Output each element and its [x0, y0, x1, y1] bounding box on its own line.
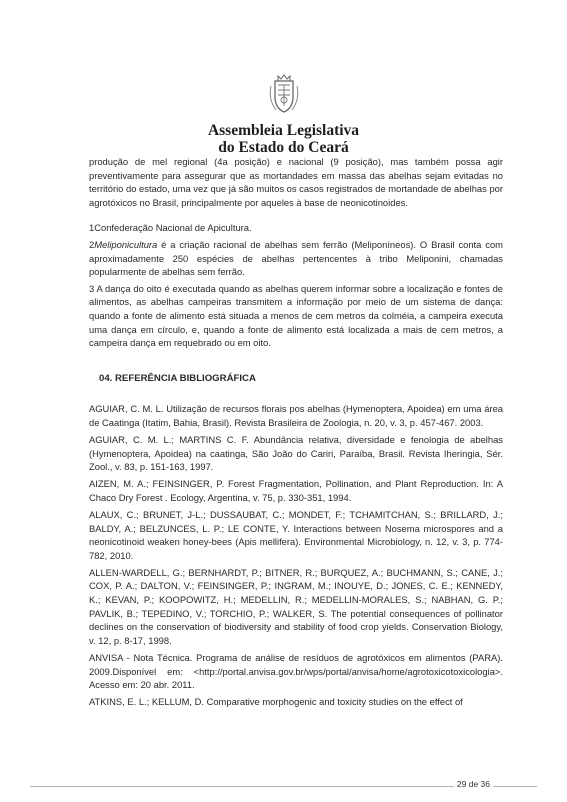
- footnote-text: é a criação racional de abelhas sem ferrão (Meliponíneos). O Brasil conta com aproximadamente 250 espécies de abelhas pertencentes à tribo Meliponini, chamadas popularmente de abelhas sem ferrão.: [89, 238, 503, 278]
- page-header: [0, 72, 567, 156]
- footnote-2: [89, 238, 503, 279]
- reference-item: AGUIAR, C. M. L.; MARTINS C. F. Abundância relativa, diversidade e fenologia de abelhas (Hymenoptera, Apoidea) na caatinga, São João do Cariri, Paraíba, Brasil. Revista Iheringia, Sér. Zool., v. 83, p. 151-163, 1997.: [89, 434, 503, 473]
- reference-item: AIZEN, M. A.; FEINSINGER, P. Forest Fragmentation, Pollination, and Plant Reproduction. In: A Chaco Dry Forest . Ecology, Argentina, v. 75, p. 330-351, 1994.: [89, 478, 503, 503]
- page-number: 29 de 36: [454, 779, 493, 789]
- institution-state: do Estado do Ceará: [218, 139, 349, 156]
- footnote-term: Meliponicultura: [94, 238, 158, 250]
- intro-paragraph: produção de mel regional (4a posição) e nacional (9 posição), mas também possa agir preventivamente para assegurar que as mortandades em massa das abelhas sejam evitadas no território do estado, uma vez que já são muitos os casos registrados de mortandade de abelhas por agrotóxicos no Brasil, principalmente por aqueles à base de neonicotinoides.: [89, 156, 503, 208]
- reference-item: ALAUX, C.; BRUNET, J-L.; DUSSAUBAT, C.; MONDET, F.; TCHAMITCHAN, S.; BRILLARD, J.; BALDY, A.; BELZUNCES, L. P.; LE CONTE, Y. Interactions between Nosema microspores and a neonicotinoid weaken honey-bees (Apis mellifera). Environmental Microbiology, n. 12, v. 3, p. 774-782, 2010.: [89, 508, 503, 561]
- page-footer: [0, 778, 567, 792]
- footnote-3: 3 A dança do oito é executada quando as abelhas querem informar sobre a localização e fontes de alimentos, as abelhas campeiras transmitem a informação por meio de um sistema de dança: quando a fonte de alimento está situada a menos de cem metros da colméia, a campeira executa uma dança em círculo, e, quando a fonte de alimento está localizada a mais de cem metros, a campeira dança em requebrado ou em oito.: [89, 282, 503, 349]
- reference-item: ATKINS, E. L.; KELLUM, D. Comparative morphogenic and toxicity studies on the effect of: [89, 696, 463, 708]
- institution-name: Assembleia Legislativa: [207, 122, 360, 139]
- footnote-number: 2: [89, 238, 95, 250]
- reference-item: ANVISA - Nota Técnica. Programa de análise de resíduos de agrotóxicos em alimentos (PARA). 2009.Disponível em: <http://portal.anvisa.gov.br/wps/portal/anvisa/home/agrotoxicotoxicologia>. Acesso em: 20 abr. 2011.: [89, 651, 503, 691]
- footnote-1: 1Confederação Nacional de Apicultura.: [89, 222, 252, 234]
- section-title: 04. REFERÊNCIA BIBLIOGRÁFICA: [99, 372, 256, 384]
- reference-item: AGUIAR, C. M. L. Utilização de recursos florais pos abelhas (Hymenoptera, Apoidea) em uma área de Caatinga (Itatim, Bahia, Brasil). Revista Brasileira de Zoologia, n. 20, v. 3, p. 457-467. 2003.: [89, 403, 503, 428]
- document-body: [89, 155, 503, 712]
- reference-list: [89, 402, 503, 708]
- reference-item: ALLEN-WARDELL, G.; BERNHARDT, P.; BITNER, R.; BURQUEZ, A.; BUCHMANN, S.; CANE, J.; COX, P. A.; DALTON, V.; FEINSINGER, P.; INGRAM, M.; INOUYE, D.; JONES, C. E.; KENNEDY, K.; KEVAN, P.; KOOPOWITZ, H.; MEDELLIN, R.; MEDELLIN-MORALES, S.; NABHAN, G. P.; PAVLIK, B.; TEPEDINO, V.; TORCHIO, P.; WALKER, S. The potential consequences of pollinator declines on the conservation of biodiversity and stability of food crop yields. Conservation Biology, v. 12, p. 8-17, 1998.: [89, 566, 503, 646]
- coat-of-arms-icon: [266, 72, 302, 116]
